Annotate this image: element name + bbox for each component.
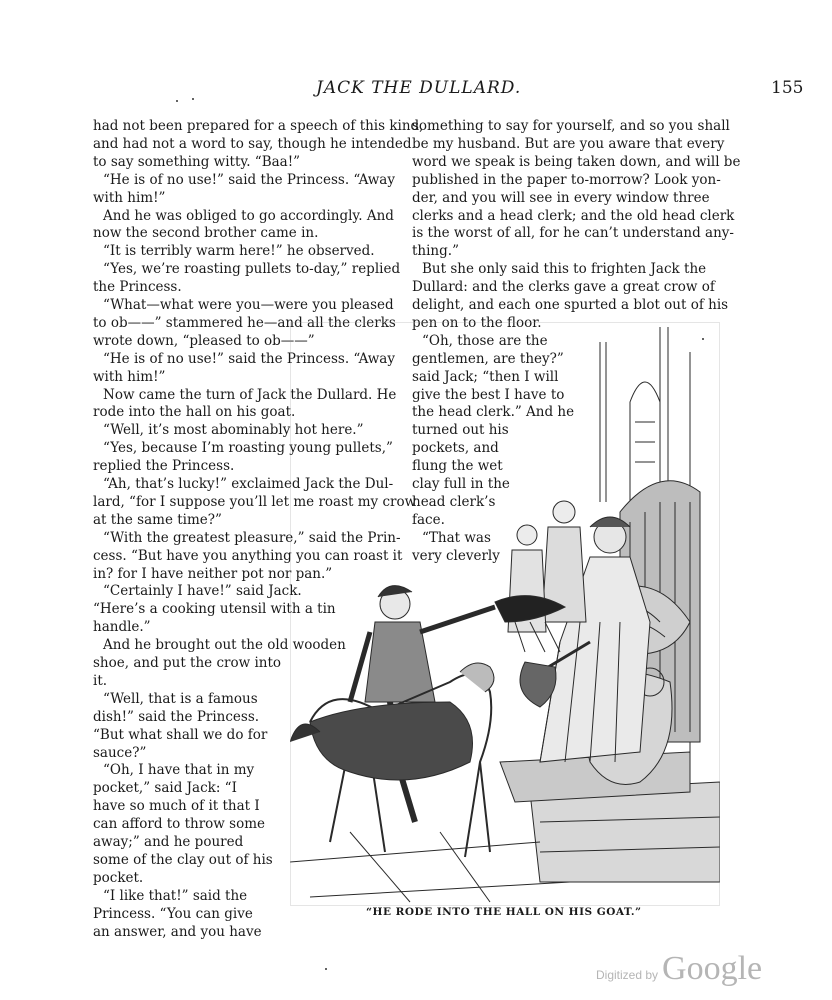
text-line: clay full in the	[412, 476, 510, 492]
text-line: delight, and each one spurted a blot out of his	[412, 297, 729, 313]
text-line: said Jack; “then I will	[412, 368, 559, 385]
text-line: is the worst of all, for he can’t understand any-	[412, 225, 734, 242]
text-line: published in the paper to-morrow? Look yon-	[412, 171, 721, 188]
text-line: “He is of no use!” said the Princess. “Away	[103, 350, 395, 367]
text-line: thing.”	[412, 243, 459, 260]
text-line: away;” and he poured	[93, 834, 244, 850]
text-line: turned out his	[412, 422, 509, 439]
text-line: dish!” said the Princess.	[93, 708, 260, 725]
text-line: some of the clay out of his	[93, 851, 273, 868]
text-line: “It is terribly warm here!” he observed.	[103, 243, 375, 260]
running-header-title: JACK THE DULLARD.	[316, 78, 522, 98]
text-line: pockets, and	[412, 440, 499, 457]
text-line: “He is of no use!” said the Princess. “Away	[103, 171, 395, 188]
watermark-prefix: Digitized by	[596, 968, 659, 982]
text-line: handle.”	[93, 619, 151, 636]
text-line: the head clerk.” And he	[412, 404, 575, 421]
text-line: “Well, it’s most abominably hot here.”	[103, 422, 364, 439]
text-line: Princess. “You can give	[93, 905, 253, 922]
text-line: “That was	[422, 529, 491, 546]
text-line: in? for I have neither pot nor pan.”	[93, 565, 333, 582]
text-line: replied the Princess.	[93, 458, 235, 475]
text-line: Dullard: and the clerks gave a great crow of	[412, 279, 715, 296]
text-line: something to say for yourself, and so you shall	[412, 118, 730, 134]
text-line: had not been prepared for a speech of this kind,	[93, 118, 424, 134]
text-line: gentlemen, are they?”	[412, 350, 564, 367]
text-line: and had not a word to say, though he intended	[93, 135, 412, 152]
text-line: to ob——” stammered he—and all the clerks	[93, 314, 396, 331]
digitized-by-google-watermark	[596, 950, 762, 988]
text-line: word we speak is being taken down, and will be	[412, 153, 741, 170]
page-number: 155	[771, 78, 804, 98]
text-line: clerks and a head clerk; and the old head clerk	[412, 207, 735, 224]
text-line: head clerk’s	[412, 493, 496, 510]
text-line: now the second brother came in.	[93, 225, 319, 242]
text-line: the Princess.	[93, 279, 182, 296]
text-line: give the best I have to	[412, 386, 565, 403]
text-line: wrote down, “pleased to ob——”	[93, 332, 315, 349]
text-line: sauce?”	[93, 744, 147, 761]
text-line: can afford to throw some	[93, 816, 265, 833]
text-line: with him!”	[93, 368, 166, 385]
text-line: “Well, that is a famous	[103, 690, 258, 707]
text-line: “Oh, those are the	[422, 332, 548, 349]
text-line: with him!”	[93, 189, 166, 206]
text-line: lard, “for I suppose you’ll let me roast my crow	[93, 493, 417, 510]
print-speck	[176, 100, 178, 102]
illustration-caption: “HE RODE INTO THE HALL ON HIS GOAT.”	[366, 906, 642, 918]
text-line: “I like that!” said the	[103, 887, 248, 904]
text-line: pen on to the floor.	[412, 314, 542, 331]
text-line: “Here’s a cooking utensil with a tin	[93, 601, 336, 618]
text-line: And he was obliged to go accordingly. And	[103, 207, 394, 224]
text-line: “But what shall we do for	[93, 726, 268, 743]
illustration-jack-on-goat	[290, 322, 720, 906]
text-line: flung the wet	[412, 458, 503, 475]
text-line: shoe, and put the crow into	[93, 655, 282, 671]
text-line: an answer, and you have	[93, 923, 262, 940]
print-speck	[325, 968, 327, 970]
text-line: at the same time?”	[93, 511, 222, 528]
text-line: cess. “But have you anything you can roast it	[93, 547, 403, 564]
text-line: “Certainly I have!” said Jack.	[103, 583, 302, 600]
text-line: it.	[93, 672, 108, 689]
text-line: have so much of it that I	[93, 798, 260, 815]
google-logo: Google	[662, 950, 763, 987]
print-speck	[192, 98, 194, 100]
text-line: der, and you will see in every window three	[412, 189, 710, 206]
text-line: And he brought out the old wooden	[103, 637, 346, 654]
text-line: But she only said this to frighten Jack the	[422, 261, 707, 278]
text-line: pocket,” said Jack: “I	[93, 780, 237, 797]
text-line: “With the greatest pleasure,” said the Prin-	[103, 529, 401, 546]
text-line: face.	[412, 511, 445, 528]
text-line: to say something witty. “Baa!”	[93, 153, 301, 170]
print-speck	[702, 338, 704, 340]
text-line: “What—what were you—were you pleased	[103, 297, 394, 313]
text-line: “Ah, that’s lucky!” exclaimed Jack the Dul-	[103, 476, 394, 492]
text-line: “Yes, we’re roasting pullets to-day,” replied	[103, 261, 401, 278]
text-line: rode into the hall on his goat.	[93, 404, 296, 421]
text-line: “Yes, because I’m roasting young pullets,”	[103, 440, 393, 457]
text-line: be my husband. But are you aware that every	[412, 135, 725, 152]
text-line: very cleverly	[412, 547, 500, 564]
text-line: “Oh, I have that in my	[103, 762, 255, 779]
text-line: pocket.	[93, 869, 144, 886]
text-line: Now came the turn of Jack the Dullard. He	[103, 386, 397, 403]
